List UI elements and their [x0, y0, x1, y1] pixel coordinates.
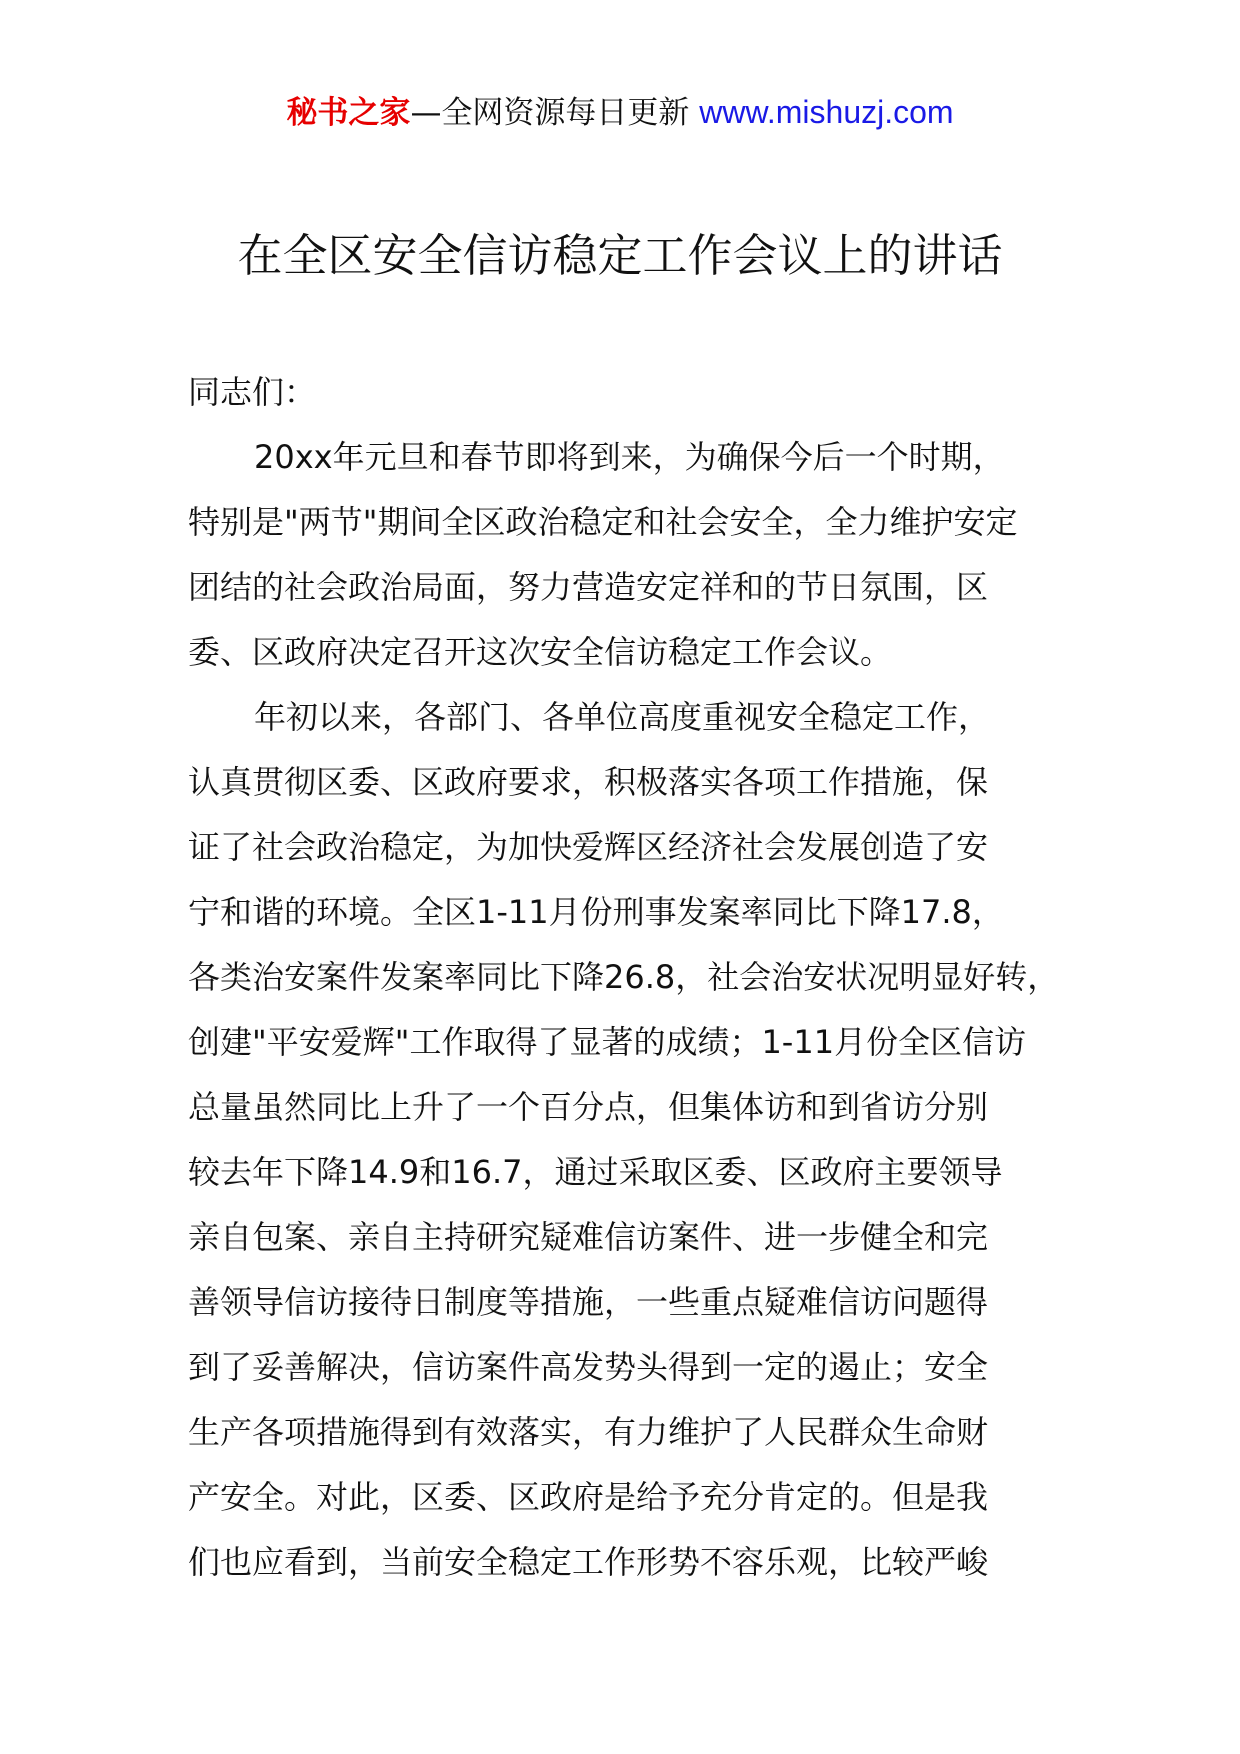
site-url-link[interactable]: www.mishuzj.com — [699, 94, 954, 130]
paragraph-line: 委、区政府决定召开这次安全信访稳定工作会议。 — [188, 633, 893, 671]
paragraph-line: 20xx年元旦和春节即将到来，为确保今后一个时期， — [254, 438, 1005, 476]
paragraph-line: 各类治安案件发案率同比下降26.8，社会治安状况明显好转， — [188, 958, 1060, 996]
document-title: 在全区安全信访稳定工作会议上的讲话 — [237, 229, 1003, 282]
paragraph-line: 善领导信访接待日制度等措施，一些重点疑难信访问题得 — [188, 1283, 989, 1321]
page-header — [0, 92, 1240, 133]
brand-name: 秘书之家 — [286, 95, 411, 131]
paragraph-line: 总量虽然同比上升了一个百分点，但集体访和到省访分别 — [188, 1088, 989, 1126]
paragraph-line: 证了社会政治稳定，为加快爱辉区经济社会发展创造了安 — [188, 828, 989, 866]
paragraph-line: 团结的社会政治局面，努力营造安定祥和的节日氛围，区 — [188, 568, 989, 606]
paragraph-line: 宁和谐的环境。全区1-11月份刑事发案率同比下降17.8， — [188, 893, 1004, 931]
document-body — [188, 360, 1078, 1595]
paragraph-line: 生产各项措施得到有效落实，有力维护了人民群众生命财 — [188, 1413, 989, 1451]
paragraph-line: 产安全。对此，区委、区政府是给予充分肯定的。但是我 — [188, 1478, 989, 1516]
paragraph-line: 亲自包案、亲自主持研究疑难信访案件、进一步健全和完 — [188, 1218, 989, 1256]
paragraph-line: 特别是"两节"期间全区政治稳定和社会安全，全力维护安定 — [188, 503, 1018, 541]
salutation-line: 同志们： — [188, 373, 317, 411]
paragraph-line: 较去年下降14.9和16.7，通过采取区委、区政府主要领导 — [188, 1153, 1003, 1191]
paragraph-line: 认真贯彻区委、区政府要求，积极落实各项工作措施，保 — [188, 763, 989, 801]
paragraph-line: 到了妥善解决，信访案件高发势头得到一定的遏止；安全 — [188, 1348, 989, 1386]
paragraph-line: 们也应看到，当前安全稳定工作形势不容乐观，比较严峻 — [188, 1543, 989, 1581]
header-tagline: —全网资源每日更新 — [410, 95, 700, 131]
paragraph-line: 创建"平安爱辉"工作取得了显著的成绩；1-11月份全区信访 — [188, 1023, 1027, 1061]
paragraph-line: 年初以来，各部门、各单位高度重视安全稳定工作， — [254, 698, 991, 736]
